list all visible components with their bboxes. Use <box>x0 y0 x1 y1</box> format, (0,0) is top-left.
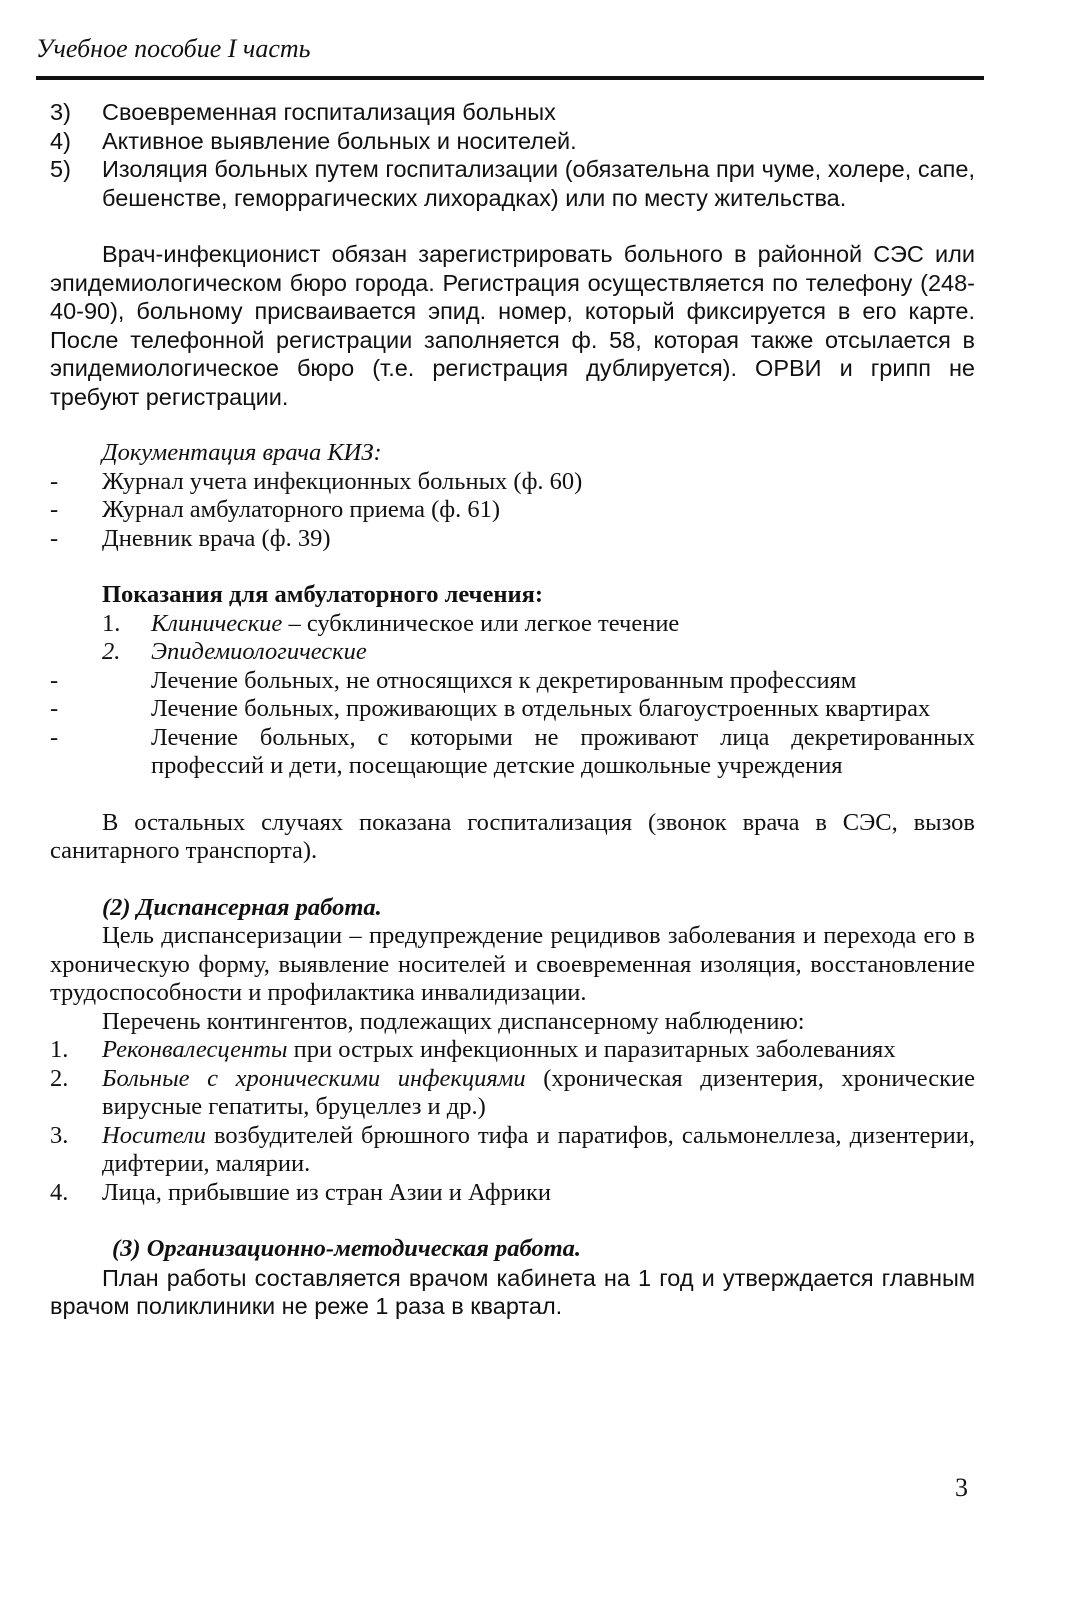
contingent-label: Носители <box>102 1121 206 1149</box>
list-text: Лечение больных, с которыми не проживают лица декретированных профессий и дети, посещающие детские дошкольные учреждения <box>151 723 975 779</box>
list-text: Изоляция больных путем госпитализации (обязательна при чуме, холере, сапе, бешенстве, геморрагических лихорадках) или по месту жительства. <box>102 156 975 211</box>
contingent-text: при острых инфекционных и паразитарных заболеваниях <box>287 1036 896 1063</box>
list-number: 5) <box>50 156 71 182</box>
list-text: Лечение больных, не относящихся к декретированным профессиям <box>151 666 857 694</box>
contingent-text: (хроническая дизентерия, хронические вирусные гепатиты, бруцеллез и др.) <box>102 1064 975 1120</box>
paragraph-other-cases: В остальных случаях показана госпитализация (звонок врача в СЭС, вызов санитарного транспорта). <box>50 808 975 864</box>
indication-label: Клинические <box>151 609 283 637</box>
list-item <box>50 155 975 212</box>
indications-list <box>50 610 975 781</box>
list-bullet: - <box>50 496 59 523</box>
list-item <box>50 667 975 696</box>
list-bullet: - <box>50 723 59 751</box>
contingent-label: Больные с хроническими инфекциями <box>102 1064 526 1092</box>
list-item <box>50 1122 975 1179</box>
list-number: 2. <box>50 1064 69 1092</box>
indication-label: Эпидемиологические <box>151 638 367 665</box>
list-text: Дневник врача (ф. 39) <box>102 524 331 552</box>
list-item <box>50 468 975 497</box>
list-text: Журнал амбулаторного приема (ф. 61) <box>102 496 501 523</box>
documentation-heading: Документация врача КИЗ: <box>102 439 382 466</box>
list-bullet: - <box>50 524 59 552</box>
list-number: 1. <box>102 609 121 637</box>
indications-heading: Показания для амбулаторного лечения: <box>102 581 543 608</box>
list-number: 2. <box>102 638 121 665</box>
list-bullet: - <box>50 666 59 694</box>
dispensary-heading: (2) Диспансерная работа. <box>102 893 382 921</box>
list-item <box>50 638 975 667</box>
list-item <box>50 98 975 127</box>
list-item <box>50 1036 975 1065</box>
header-rule <box>36 76 984 80</box>
list-text: Активное выявление больных и носителей. <box>102 127 577 154</box>
methodical-heading: (3) Организационно-методическая работа. <box>112 1235 582 1262</box>
list-hospitalization <box>50 98 975 212</box>
list-bullet: - <box>50 467 59 495</box>
paragraph-dispensary-goal: Цель диспансеризации – предупреждение рецидивов заболевания и перехода его в хроническую форму, выявление носителей и своевременная изоляция, восстановление трудоспособности и профилактика инвалидизации. <box>50 922 975 1006</box>
paragraph-methodical: План работы составляется врачом кабинета на 1 год и утверждается главным врачом поликлиники не реже 1 раза в квартал. <box>50 1264 975 1319</box>
paragraph-contingents: Перечень контингентов, подлежащих диспансерному наблюдению: <box>102 1007 805 1035</box>
list-text: Журнал учета инфекционных больных (ф. 60) <box>102 467 583 495</box>
contingent-label: Реконвалесценты <box>102 1036 288 1063</box>
paragraph-registration: Врач-инфекционист обязан зарегистрировать больного в районной СЭС или эпидемиологическом бюро города. Регистрация осуществляется по телефону (248-40-90), больному присваивается эпид. номер, который фиксируется в его карте. После телефонной регистрации заполняется ф. 58, которая также отсылается в эпидемиологическое бюро (т.е. регистрация дублируется). ОРВИ и грипп не требуют регистрации. <box>50 241 975 410</box>
list-bullet: - <box>50 695 59 722</box>
indication-text: – субклиническое или легкое течение <box>282 609 680 637</box>
list-number: 3. <box>50 1121 69 1149</box>
list-item <box>50 127 975 156</box>
list-item <box>50 525 975 554</box>
contingent-text: возбудителей брюшного тифа и паратифов, сальмонеллеза, дизентерии, дифтерии, малярии. <box>102 1121 975 1177</box>
list-item <box>50 1065 975 1122</box>
list-number: 3) <box>50 99 71 125</box>
contingents-list <box>50 1036 975 1207</box>
page-content <box>50 98 975 1321</box>
list-text: Своевременная госпитализация больных <box>102 99 556 125</box>
list-item <box>50 1179 975 1208</box>
list-number: 1. <box>50 1036 69 1063</box>
page-number: 3 <box>955 1473 968 1502</box>
list-item <box>50 724 975 781</box>
documentation-list <box>50 468 975 554</box>
contingent-text: Лица, прибывшие из стран Азии и Африки <box>102 1178 552 1206</box>
list-item <box>50 610 975 639</box>
list-item <box>50 496 975 525</box>
list-text: Лечение больных, проживающих в отдельных благоустроенных квартирах <box>151 695 931 722</box>
list-item <box>50 695 975 724</box>
list-number: 4) <box>50 127 71 154</box>
running-header: Учебное пособие I часть <box>36 34 311 63</box>
list-number: 4. <box>50 1178 69 1206</box>
